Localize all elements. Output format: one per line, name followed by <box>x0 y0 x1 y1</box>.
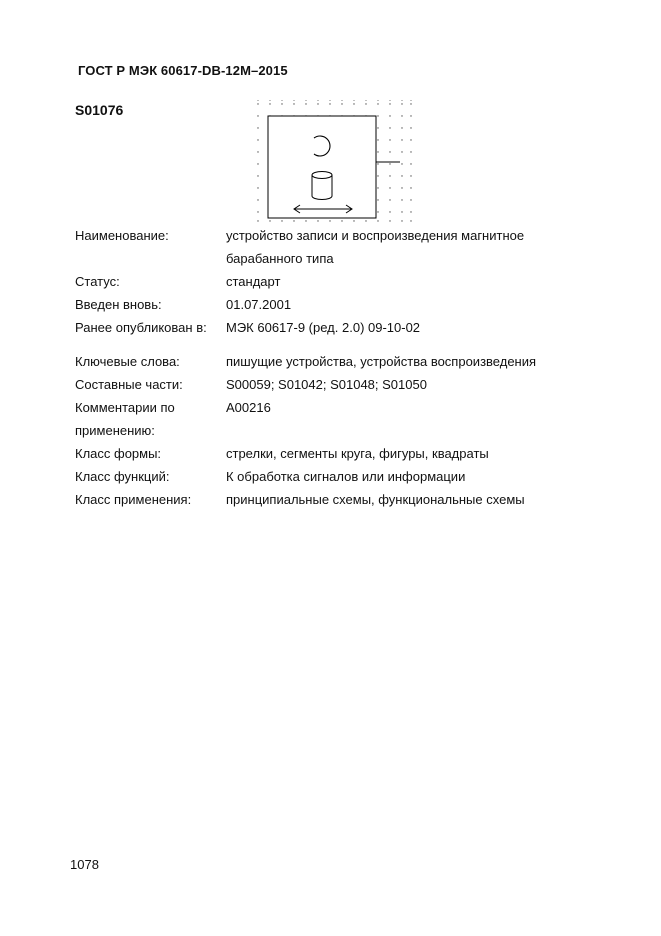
field-value: пишущие устройства, устройства воспроизведения <box>226 354 537 369</box>
document-header: ГОСТ Р МЭК 60617-DB-12M–2015 <box>78 63 288 78</box>
field-label: Статус: <box>75 274 120 289</box>
field-label: Класс функций: <box>75 469 170 484</box>
field-label: Введен вновь: <box>75 297 162 312</box>
symbol-code: S01076 <box>75 102 124 118</box>
field-label: Класс формы: <box>75 446 162 461</box>
field-value: К обработка сигналов или информации <box>226 469 466 484</box>
field-value: барабанного типа <box>226 251 334 266</box>
field-label: Ключевые слова: <box>75 354 180 369</box>
page-number: 1078 <box>70 857 99 872</box>
field-label: применению: <box>75 423 155 438</box>
field-value: стандарт <box>226 274 281 289</box>
field-label: Комментарии по <box>75 400 175 415</box>
field-label: Наименование: <box>75 228 169 243</box>
field-value: стрелки, сегменты круга, фигуры, квадраты <box>226 446 489 461</box>
field-value: 01.07.2001 <box>226 297 292 312</box>
field-value: A00216 <box>226 400 271 415</box>
field-label: Ранее опубликован в: <box>75 320 207 335</box>
field-value: устройство записи и воспроизведения магнитное <box>226 228 525 243</box>
field-label: Класс применения: <box>75 492 192 507</box>
drum-recorder-symbol <box>254 100 416 224</box>
field-value: принципиальные схемы, функциональные схемы <box>226 492 525 507</box>
symbol-frame <box>268 116 376 218</box>
field-value: S00059; S01042; S01048; S01050 <box>226 377 427 392</box>
field-label: Составные части: <box>75 377 183 392</box>
field-value: МЭК 60617-9 (ред. 2.0) 09-10-02 <box>226 320 421 335</box>
